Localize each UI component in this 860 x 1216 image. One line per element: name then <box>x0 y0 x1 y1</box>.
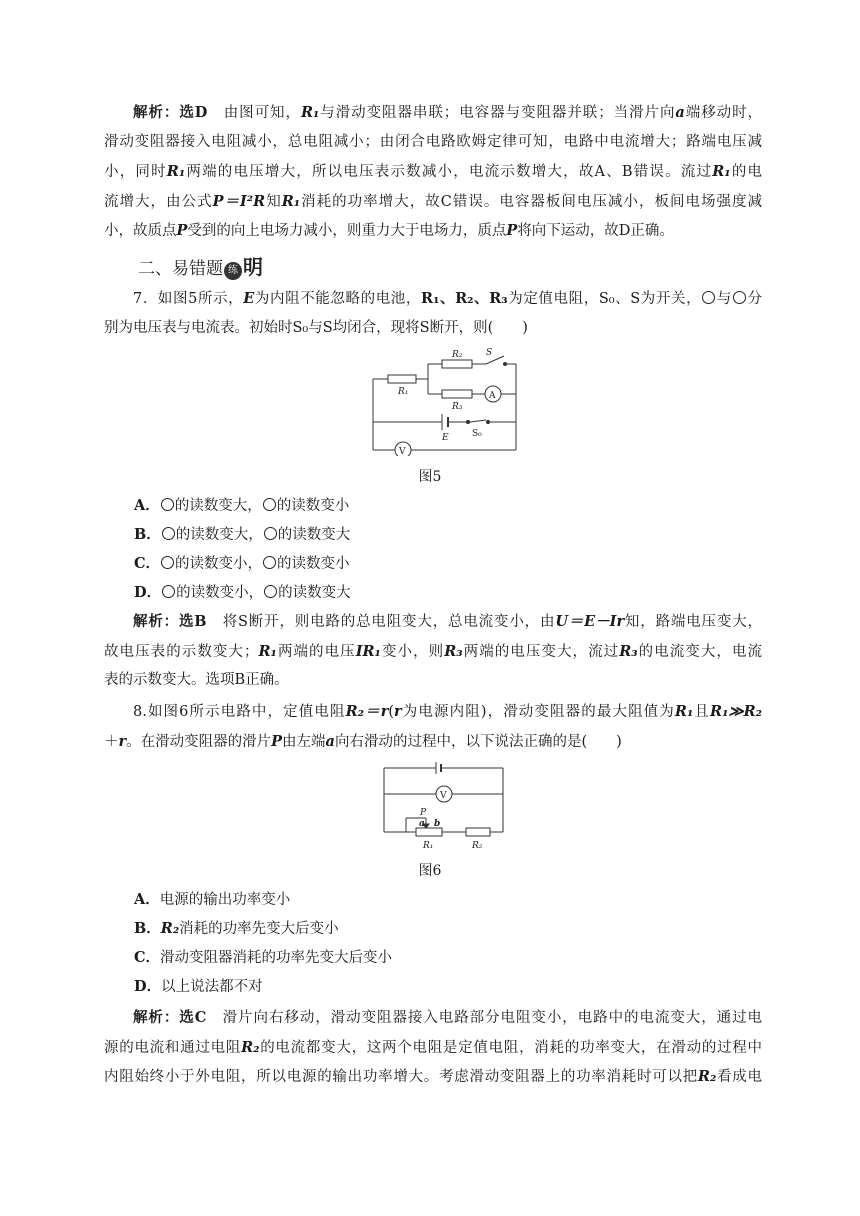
q7-analysis-line-3: 表的示数变大。选项B正确。 <box>104 672 289 688</box>
q8-option-c: C．滑动变阻器消耗的功率先变大后变小 <box>134 949 393 966</box>
q7-option-d: D． 的读数变小， 的读数变大 <box>134 584 351 601</box>
fig6-label-r1: R₁ <box>423 841 434 851</box>
fig5-label-s0: S₀ <box>472 429 482 439</box>
fig5-label-r1: R₁ <box>398 387 409 397</box>
fig6-label-p: P <box>420 808 427 818</box>
fig6-label-r2: R₂ <box>472 841 483 851</box>
q6-analysis-line-1: 解析：选D 由图可知，R₁与滑动变阻器串联；电容器与变阻器并联；当滑片向a端移动时， <box>133 104 762 121</box>
q7-stem-line-1: 7．如图5所示，E为内阻不能忽略的电池，R₁、R₂、R₃为定值电阻，S₀、S为开关， 与 分 <box>133 290 762 307</box>
fig5-ammeter-label: A <box>489 391 496 401</box>
q8-analysis-line-1: 解析：选C 滑片向右移动，滑动变阻器接入电路部分电阻变小，电路中的电流变大，通过电 <box>133 1009 762 1026</box>
q8-stem-line-1: 8.如图6所示电路中，定值电阻R₂＝r(r为电源内阻)，滑动变阻器的最大阻值为R₁且R₁≫R₂ <box>133 703 762 720</box>
fig6-voltmeter-label: V <box>440 791 447 801</box>
figure-5-circuit <box>368 344 524 456</box>
q6-analysis-line-5: 小，故质点P受到的向上电场力减小，则重力大于电场力，质点P将向下运动，故D正确。 <box>104 222 674 239</box>
section-title: 二、易错题 <box>138 259 223 279</box>
fig6-label-b: b <box>434 819 441 829</box>
q7-option-c: C． 的读数变小， 的读数变小 <box>134 555 350 572</box>
q8-analysis-line-2: 源的电流和通过电阻R₂的电流都变大，这两个电阻是定值电阻，消耗的功率变大，在滑动的过程中 <box>104 1038 762 1056</box>
figure-6-circuit <box>380 760 508 854</box>
q7-stem-line-2: 别为电压表与电流表。初始时S₀与S均闭合，现将S断开，则( ) <box>104 319 528 336</box>
q7-option-b: B． 的读数变大， 的读数变大 <box>134 526 351 543</box>
q8-option-b: B．R₂消耗的功率先变大后变小 <box>134 920 339 937</box>
fig6-label-a: a <box>419 819 425 829</box>
section-title-emphasis: 明 <box>243 255 263 279</box>
q8-stem <box>104 697 762 756</box>
figure-5-caption: 图5 <box>418 469 442 485</box>
practice-badge: 练 <box>224 262 242 280</box>
q6-analysis-line-3: 小，同时R₁两端的电压增大，所以电压表示数减小，电流示数增大，故A、B错误。流过R₁的电 <box>104 163 762 180</box>
q8-option-d: D．以上说法都不对 <box>134 978 263 995</box>
q8-option-a: A．电源的输出功率变小 <box>134 891 291 908</box>
section-heading <box>138 254 263 282</box>
voltmeter-symbol-icon <box>702 291 715 304</box>
fig5-label-e: E <box>442 433 449 443</box>
figure-6-caption: 图6 <box>418 863 442 879</box>
q7-analysis-line-1: 解析：选B 将S断开，则电路的总电阻变大，总电流变小，由U＝E－Ir知，路端电压变大， <box>133 613 762 630</box>
fig5-label-r3: R₃ <box>452 402 463 412</box>
q6-analysis-line-4: 流增大，由公式P＝I²R知R₁消耗的功率增大，故C错误。电容器板间电压减小，板间电场强度减 <box>104 192 762 210</box>
fig5-label-s: S <box>486 348 493 358</box>
q8-analysis-line-3: 内阻始终小于外电阻，所以电源的输出功率增大。考虑滑动变阻器上的功率消耗时可以把R₂看成电 <box>104 1068 762 1085</box>
fig5-label-r2: R₂ <box>452 350 463 360</box>
q7-stem <box>104 284 762 343</box>
q8-stem-line-2: ＋r。在滑动变阻器的滑片P由左端a向右滑动的过程中，以下说法正确的是( ) <box>104 732 622 750</box>
q7-option-a: A． 的读数变大， 的读数变小 <box>134 497 350 514</box>
q7-analysis-line-2: 故电压表的示数变大；R₁两端的电压IR₁变小，则R₃两端的电压变大，流过R₃的电流变大，电流 <box>104 642 762 660</box>
q7-analysis <box>104 607 762 696</box>
q8-analysis <box>104 1003 762 1092</box>
q6-analysis-line-2: 滑动变阻器接入电阻减小，总电阻减小；由闭合电路欧姆定律可知，电路中电流增大；路端电压减 <box>104 133 762 150</box>
ammeter-symbol-icon <box>733 291 746 304</box>
fig5-voltmeter-label: V <box>399 447 406 456</box>
q6-analysis <box>104 98 762 246</box>
